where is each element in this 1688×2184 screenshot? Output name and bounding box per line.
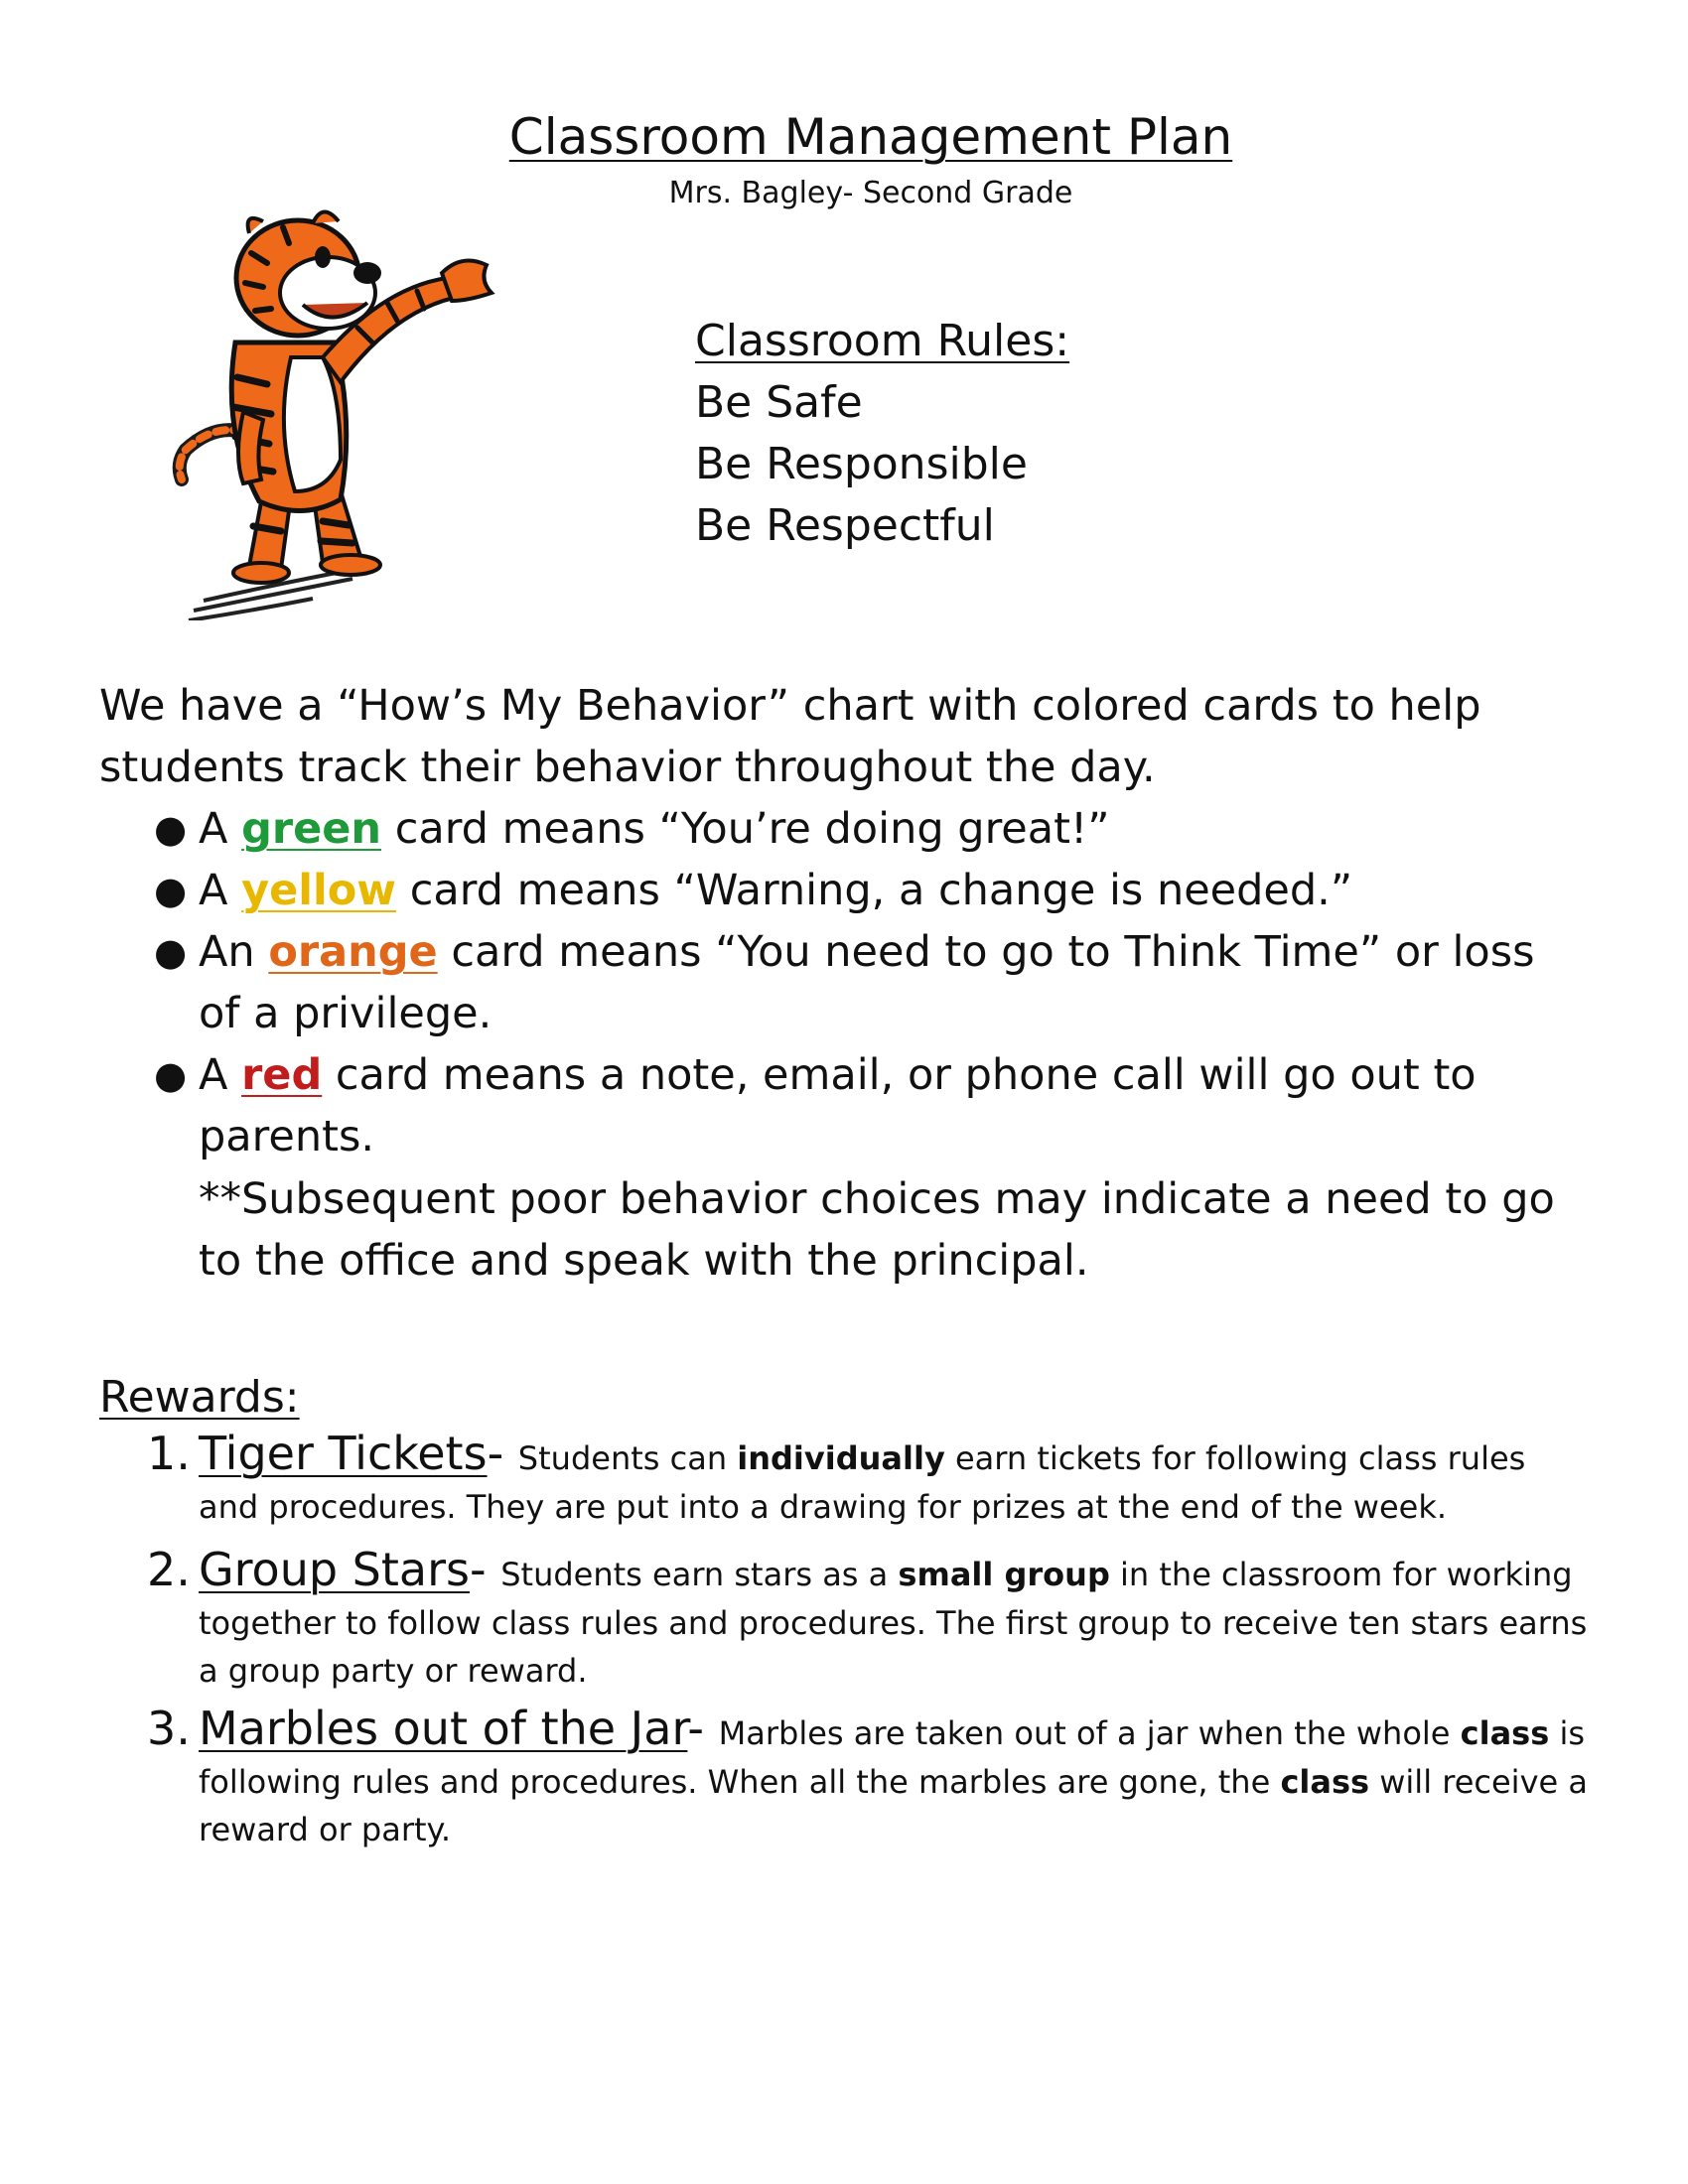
reward-text: Students earn stars as a (500, 1556, 899, 1593)
rule-item: Be Responsible (695, 439, 1028, 489)
rewards-heading (99, 1368, 300, 1428)
classroom-rules (695, 311, 1069, 557)
card-prefix: An (199, 927, 269, 977)
page-subtitle: Mrs. Bagley- Second Grade (668, 176, 1073, 210)
behavior-card-list (0, 798, 1688, 1167)
card-text: card means “You’re doing great!” (381, 804, 1110, 854)
reward-text: is following rules and procedures. When all the marbles are gone, the (199, 1714, 1585, 1801)
card-item-yellow (0, 860, 1589, 921)
reward-dash: - (469, 1543, 501, 1596)
title-text: Classroom Management Plan (508, 108, 1233, 166)
rule-item: Be Safe (695, 377, 863, 428)
reward-bold-text: class (1280, 1763, 1370, 1801)
card-prefix: A (199, 1050, 242, 1100)
reward-item-marbles-jar (147, 1699, 1589, 1853)
reward-name: Group Stars (199, 1543, 470, 1596)
reward-number: 3. (147, 1702, 191, 1755)
tiger-mascot-image (164, 194, 501, 620)
card-prefix: A (199, 866, 242, 915)
card-text: card means “You need to go to Think Time” or loss of a privilege. (199, 927, 1535, 1038)
reward-number: 2. (147, 1543, 191, 1596)
reward-bold-text: class (1460, 1714, 1550, 1752)
bullet-icon: ● (154, 930, 188, 974)
reward-name: Tiger Tickets (199, 1427, 488, 1480)
rewards-heading-text: Rewards: (99, 1372, 300, 1423)
card-color-word: orange (268, 927, 438, 977)
reward-dash: - (487, 1427, 518, 1480)
reward-text: in the classroom for working together to follow class rules and procedures. The first group to receive ten stars earns a group party or reward. (199, 1556, 1588, 1690)
reward-dash: - (687, 1702, 719, 1755)
reward-text: will receive a reward or party. (199, 1763, 1588, 1848)
card-item-orange (0, 921, 1589, 1044)
subsequent-behavior-note: **Subsequent poor behavior choices may indicate a need to go to the office and speak with the principal. (199, 1174, 1555, 1286)
reward-bold-text: individually (737, 1439, 945, 1477)
reward-item-group-stars (147, 1540, 1589, 1695)
card-color-word: red (241, 1050, 323, 1100)
reward-item-tiger-tickets (147, 1424, 1589, 1531)
rules-heading: Classroom Rules: (695, 316, 1070, 366)
reward-bold-text: small group (898, 1556, 1110, 1593)
reward-name: Marbles out of the Jar (199, 1702, 688, 1755)
bullet-icon: ● (154, 869, 188, 912)
rule-item: Be Respectful (695, 500, 995, 551)
tiger-illustration (164, 194, 501, 620)
reward-text: earn tickets for following class rules and procedures. They are put into a drawing for prizes at the end of the week. (199, 1439, 1526, 1526)
reward-text: Marbles are taken out of a jar when the whole (718, 1714, 1461, 1752)
card-item-red (0, 1044, 1589, 1167)
behavior-chart-intro: We have a “How’s My Behavior” chart with colored cards to help students track their behavior throughout the day. (99, 681, 1481, 792)
card-color-word: green (241, 804, 382, 854)
card-text: card means a note, email, or phone call will go out to parents. (199, 1050, 1477, 1161)
card-prefix: A (199, 804, 242, 854)
reward-number: 1. (147, 1427, 191, 1480)
card-text: card means “Warning, a change is needed.” (396, 866, 1353, 915)
bullet-icon: ● (154, 1053, 188, 1097)
page-title (0, 107, 1688, 167)
reward-text: Students can (517, 1439, 738, 1477)
card-color-word: yellow (241, 866, 397, 915)
bullet-icon: ● (154, 807, 188, 851)
card-item-green (0, 798, 1589, 860)
